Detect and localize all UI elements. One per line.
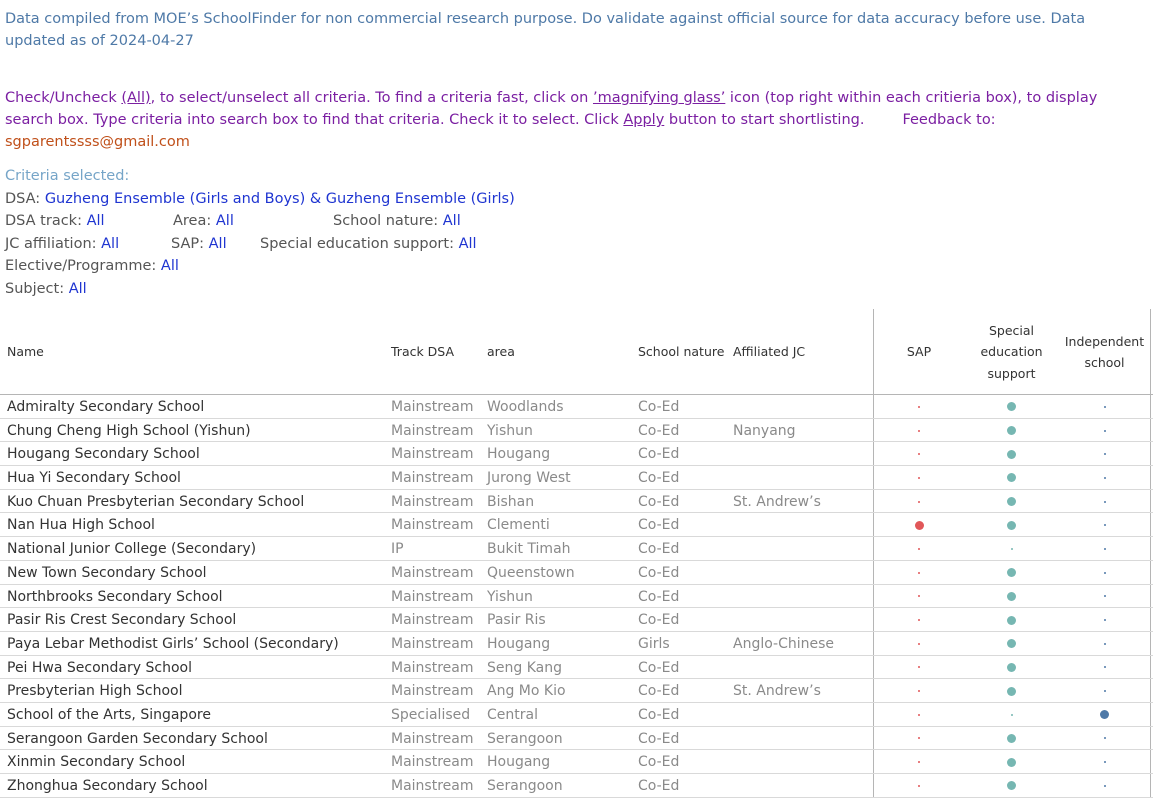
header-affiliated-jc[interactable]: Affiliated JC [733, 344, 806, 360]
instructions-part-1: Check/Uncheck [5, 90, 122, 106]
independent-mark[interactable] [1104, 406, 1106, 408]
school-table [0, 309, 1153, 798]
cell-track-dsa: Mainstream [391, 446, 474, 463]
independent-mark-cell [1059, 490, 1150, 514]
table-row[interactable] [0, 727, 1153, 751]
school-nature-value: All [442, 213, 461, 229]
sap-mark[interactable] [918, 714, 920, 716]
cell-affiliated-jc: St. Andrew’s [733, 683, 821, 700]
sen-mark-cell [965, 703, 1058, 727]
sap-mark[interactable] [918, 619, 920, 621]
instructions-text [5, 87, 1150, 153]
table-body [0, 395, 1153, 798]
cell-name: Kuo Chuan Presbyterian Secondary School [7, 493, 305, 510]
cell-school-nature: Co-Ed [638, 541, 680, 558]
subject-label: Subject: [5, 280, 69, 297]
sen-mark[interactable] [1007, 521, 1016, 530]
table-header [0, 309, 1153, 395]
sap-mark-cell [874, 703, 964, 727]
table-row[interactable] [0, 585, 1153, 609]
cell-area: Hougang [487, 635, 551, 652]
sen-mark[interactable] [1007, 616, 1016, 625]
cell-school-nature: Co-Ed [638, 730, 680, 747]
sap-mark-cell [874, 774, 964, 798]
elective-label: Elective/Programme: [5, 258, 161, 274]
criteria-selected-panel [5, 165, 805, 300]
sap-mark-cell [874, 466, 964, 490]
independent-mark[interactable] [1104, 737, 1106, 739]
sen-mark[interactable] [1007, 592, 1016, 601]
sen-mark-cell [965, 561, 1058, 585]
cell-name: Presbyterian High School [7, 683, 183, 700]
sap-mark-cell [874, 537, 964, 561]
header-name[interactable]: Name [7, 344, 44, 360]
cell-school-nature: Co-Ed [638, 683, 680, 700]
header-school-nature[interactable]: School nature [638, 344, 725, 360]
independent-mark[interactable] [1104, 595, 1106, 597]
header-track-dsa[interactable]: Track DSA [391, 344, 455, 360]
cell-area: Yishun [487, 422, 533, 439]
sen-mark-cell [965, 490, 1058, 514]
cell-track-dsa: Mainstream [391, 564, 474, 581]
sen-mark[interactable] [1007, 568, 1016, 577]
sen-mark[interactable] [1007, 497, 1016, 506]
cell-school-nature: Co-Ed [638, 754, 680, 771]
sap-mark-cell [874, 585, 964, 609]
cell-school-nature: Co-Ed [638, 659, 680, 676]
cell-track-dsa: Mainstream [391, 470, 474, 487]
cell-area: Jurong West [487, 470, 571, 487]
independent-mark-cell [1059, 750, 1150, 774]
independent-mark-cell [1059, 608, 1150, 632]
criteria-heading: Criteria selected: [5, 168, 130, 184]
sap-mark[interactable] [918, 572, 920, 574]
sap-mark[interactable] [918, 737, 920, 739]
sap-mark[interactable] [915, 521, 924, 530]
magnifying-glass-link[interactable]: ’magnifying glass’ [592, 90, 726, 106]
sap-mark-cell [874, 679, 964, 703]
independent-mark-cell [1059, 774, 1150, 798]
sap-mark-cell [874, 513, 964, 537]
cell-track-dsa: Mainstream [391, 635, 474, 652]
independent-mark[interactable] [1104, 785, 1106, 787]
subject-value: All [68, 280, 87, 297]
cell-name: Zhonghua Secondary School [7, 778, 208, 794]
independent-mark[interactable] [1104, 690, 1106, 692]
cell-affiliated-jc: Nanyang [733, 422, 796, 439]
cell-track-dsa: Mainstream [391, 399, 474, 415]
cell-area: Hougang [487, 446, 551, 463]
table-row[interactable] [0, 750, 1153, 774]
table-row[interactable] [0, 513, 1153, 537]
dsa-track-value: All [86, 213, 105, 229]
independent-mark[interactable] [1104, 524, 1106, 526]
cell-name: Pasir Ris Crest Secondary School [7, 612, 237, 629]
sap-mark[interactable] [918, 501, 920, 503]
independent-mark-cell [1059, 395, 1150, 419]
sen-mark[interactable] [1007, 473, 1016, 482]
elective-value: All [160, 258, 179, 274]
table-row[interactable] [0, 632, 1153, 656]
cell-track-dsa: Mainstream [391, 588, 474, 605]
cell-area: Central [487, 706, 538, 723]
cell-school-nature: Girls [638, 635, 670, 652]
sen-mark-cell [965, 537, 1058, 561]
school-nature-label: School nature: [333, 213, 443, 229]
apply-link[interactable]: Apply [623, 112, 665, 128]
sen-mark-cell [965, 513, 1058, 537]
school-nature-criterion [333, 210, 461, 233]
sap-mark[interactable] [918, 690, 920, 692]
independent-mark-cell [1059, 537, 1150, 561]
independent-mark[interactable] [1104, 643, 1106, 645]
cell-track-dsa: Mainstream [391, 778, 474, 794]
table-row[interactable] [0, 537, 1153, 561]
sap-mark-cell [874, 727, 964, 751]
sen-label: Special education support: [260, 235, 459, 252]
header-ind-text [1065, 331, 1144, 374]
sen-mark-cell [965, 727, 1058, 751]
independent-mark-cell [1059, 585, 1150, 609]
sen-mark-cell [965, 585, 1058, 609]
sen-mark[interactable] [1007, 450, 1016, 459]
independent-mark[interactable] [1104, 666, 1106, 668]
independent-mark[interactable] [1104, 453, 1106, 455]
header-ind-line-2: school [1084, 355, 1125, 370]
cell-name: School of the Arts, Singapore [7, 706, 211, 723]
independent-mark-cell [1059, 419, 1150, 443]
cell-name: Nan Hua High School [7, 517, 155, 534]
cell-area: Serangoon [487, 778, 563, 794]
cell-school-nature: Co-Ed [638, 399, 680, 415]
cell-area: Clementi [487, 517, 550, 534]
cell-area: Serangoon [487, 730, 563, 747]
table-row[interactable] [0, 608, 1153, 632]
cell-name: Chung Cheng High School (Yishun) [7, 422, 251, 439]
criteria-elective-row [5, 255, 805, 278]
sap-label: SAP: [171, 235, 209, 252]
header-ind-line-1: Independent [1064, 333, 1145, 349]
area-criterion [173, 210, 333, 233]
cell-school-nature: Co-Ed [638, 446, 680, 463]
sen-mark-cell [965, 656, 1058, 680]
sap-mark[interactable] [918, 430, 920, 432]
sen-mark-cell [965, 679, 1058, 703]
cell-area: Seng Kang [487, 659, 562, 676]
sap-mark[interactable] [918, 595, 920, 597]
cell-track-dsa: Mainstream [391, 517, 474, 534]
cell-area: Pasir Ris [487, 612, 546, 629]
sen-mark[interactable] [1007, 402, 1016, 411]
table-row[interactable] [0, 656, 1153, 680]
table-row[interactable] [0, 442, 1153, 466]
cell-name: Serangoon Garden Secondary School [7, 730, 268, 747]
cell-track-dsa: Mainstream [391, 754, 474, 771]
sen-mark-cell [965, 395, 1058, 419]
cell-school-nature: Co-Ed [638, 706, 680, 723]
independent-mark-cell [1059, 679, 1150, 703]
cell-school-nature: Co-Ed [638, 588, 680, 605]
table-row[interactable] [0, 774, 1153, 798]
table-row[interactable] [0, 490, 1153, 514]
header-area[interactable]: area [487, 344, 515, 360]
independent-mark-cell [1059, 513, 1150, 537]
independent-mark-cell [1059, 561, 1150, 585]
sap-mark[interactable] [918, 785, 920, 787]
sap-mark[interactable] [918, 643, 920, 645]
independent-mark-cell [1059, 632, 1150, 656]
independent-mark-cell [1059, 466, 1150, 490]
criteria-row-2 [5, 210, 805, 233]
jc-label: JC affiliation: [5, 235, 102, 252]
jc-criterion [5, 233, 171, 256]
header-sen-line-1: Special [988, 322, 1035, 338]
sen-mark-cell [965, 466, 1058, 490]
cell-name: Xinmin Secondary School [7, 754, 186, 771]
cell-area: Yishun [487, 588, 533, 605]
sap-mark-cell [874, 561, 964, 585]
independent-mark[interactable] [1104, 477, 1106, 479]
criteria-row-3 [5, 233, 805, 256]
cell-school-nature: Co-Ed [638, 778, 680, 794]
cell-name: Pei Hwa Secondary School [7, 659, 192, 676]
cell-affiliated-jc: Anglo-Chinese [733, 635, 835, 652]
sen-mark-cell [965, 750, 1058, 774]
sen-mark-cell [965, 419, 1058, 443]
dsa-track-label: DSA track: [5, 213, 87, 229]
cell-school-nature: Co-Ed [638, 564, 680, 581]
table-row[interactable] [0, 679, 1153, 703]
sen-mark-cell [965, 442, 1058, 466]
independent-mark[interactable] [1104, 501, 1106, 503]
cell-area: Woodlands [487, 399, 564, 415]
sen-mark[interactable] [1007, 426, 1016, 435]
cell-area: Bukit Timah [487, 541, 571, 558]
sen-mark-cell [965, 774, 1058, 798]
instructions-part-4: button to start shortlisting. [664, 112, 865, 128]
cell-name: Hua Yi Secondary School [7, 470, 181, 487]
sap-value: All [208, 235, 227, 252]
feedback-email: sgparentssss@gmail.com [5, 134, 190, 150]
header-special-education-support[interactable] [965, 309, 1058, 395]
sap-mark-cell [874, 656, 964, 680]
cell-name: National Junior College (Secondary) [7, 541, 257, 558]
cell-name: Admiralty Secondary School [7, 399, 205, 415]
cell-school-nature: Co-Ed [638, 470, 680, 487]
independent-mark[interactable] [1100, 710, 1109, 719]
sap-mark-cell [874, 419, 964, 443]
cell-school-nature: Co-Ed [638, 517, 680, 534]
cell-track-dsa: Specialised [391, 706, 471, 723]
criteria-subject-row [5, 278, 805, 301]
header-sap[interactable]: SAP [906, 344, 932, 360]
header-independent-school[interactable] [1059, 309, 1150, 395]
header-sen-line-3: support [987, 365, 1036, 381]
dsa-track-criterion [5, 210, 173, 233]
sen-mark[interactable] [1007, 781, 1016, 790]
sap-mark-cell [874, 490, 964, 514]
cell-track-dsa: IP [391, 541, 404, 558]
sap-mark-cell [874, 442, 964, 466]
jc-value: All [101, 235, 120, 252]
cell-area: Queenstown [487, 564, 575, 581]
dsa-value: Guzheng Ensemble (Girls and Boys) & Guzheng Ensemble (Girls) [44, 190, 515, 207]
instructions-part-2: , to select/unselect all criteria. To find a criteria fast, click on [150, 90, 593, 106]
cell-track-dsa: Mainstream [391, 683, 474, 700]
cell-name: Northbrooks Secondary School [7, 588, 223, 605]
cell-area: Ang Mo Kio [487, 683, 566, 700]
table-row[interactable] [0, 466, 1153, 490]
independent-mark[interactable] [1104, 430, 1106, 432]
sap-mark-cell [874, 632, 964, 656]
cell-track-dsa: Mainstream [391, 659, 474, 676]
sen-mark[interactable] [1007, 758, 1016, 767]
independent-mark[interactable] [1104, 761, 1106, 763]
sap-mark-cell [874, 608, 964, 632]
independent-mark-cell [1059, 727, 1150, 751]
header-sen-line-2: education [980, 344, 1043, 360]
area-value: All [215, 213, 234, 229]
table-row[interactable] [0, 419, 1153, 443]
sap-mark-cell [874, 750, 964, 774]
cell-school-nature: Co-Ed [638, 612, 680, 629]
sen-mark[interactable] [1007, 663, 1016, 672]
sap-mark[interactable] [918, 666, 920, 668]
dsa-label: DSA: [5, 190, 45, 207]
sen-value: All [458, 235, 477, 252]
cell-name: Hougang Secondary School [7, 446, 200, 463]
sap-criterion [171, 233, 260, 256]
sap-mark[interactable] [918, 406, 920, 408]
cell-track-dsa: Mainstream [391, 422, 474, 439]
sap-mark-cell [874, 395, 964, 419]
sap-mark[interactable] [918, 477, 920, 479]
sen-mark[interactable] [1007, 687, 1016, 696]
header-sen-text [980, 320, 1042, 385]
feedback-label: Feedback to: [902, 112, 996, 128]
sen-criterion [260, 233, 477, 256]
independent-mark[interactable] [1104, 572, 1106, 574]
independent-mark[interactable] [1104, 619, 1106, 621]
sap-mark[interactable] [918, 453, 920, 455]
sap-mark[interactable] [918, 761, 920, 763]
sen-mark[interactable] [1007, 639, 1016, 648]
cell-name: Paya Lebar Methodist Girls’ School (Secondary) [7, 635, 339, 652]
criteria-dsa-row [5, 188, 805, 211]
cell-track-dsa: Mainstream [391, 730, 474, 747]
cell-area: Bishan [487, 493, 535, 510]
sen-mark[interactable] [1011, 714, 1013, 716]
independent-mark[interactable] [1104, 548, 1106, 550]
sen-mark[interactable] [1011, 548, 1013, 550]
table-row[interactable] [0, 561, 1153, 585]
cell-track-dsa: Mainstream [391, 493, 474, 510]
cell-track-dsa: Mainstream [391, 612, 474, 629]
sen-mark-cell [965, 632, 1058, 656]
disclaimer-text: Data compiled from MOE’s SchoolFinder for non commercial research purpose. Do validate against official source for data accuracy before use. Data updated as of 2024-04-27 [5, 11, 1086, 49]
independent-mark-cell [1059, 656, 1150, 680]
table-row[interactable] [0, 395, 1153, 419]
sen-mark-cell [965, 608, 1058, 632]
cell-school-nature: Co-Ed [638, 493, 680, 510]
cell-affiliated-jc: St. Andrew’s [733, 493, 821, 510]
table-row[interactable] [0, 703, 1153, 727]
sen-mark[interactable] [1007, 734, 1016, 743]
cell-school-nature: Co-Ed [638, 422, 680, 439]
sap-mark[interactable] [918, 548, 920, 550]
all-link[interactable]: (All) [121, 90, 151, 106]
independent-mark-cell [1059, 703, 1150, 727]
independent-mark-cell [1059, 442, 1150, 466]
instructions-part-3: icon (top right within each critieria box), to display search box. Type criteria into search box to find that criteria. Check it to select. Click [5, 90, 1098, 128]
cell-name: New Town Secondary School [7, 564, 207, 581]
area-label: Area: [173, 213, 216, 229]
cell-area: Hougang [487, 754, 551, 771]
